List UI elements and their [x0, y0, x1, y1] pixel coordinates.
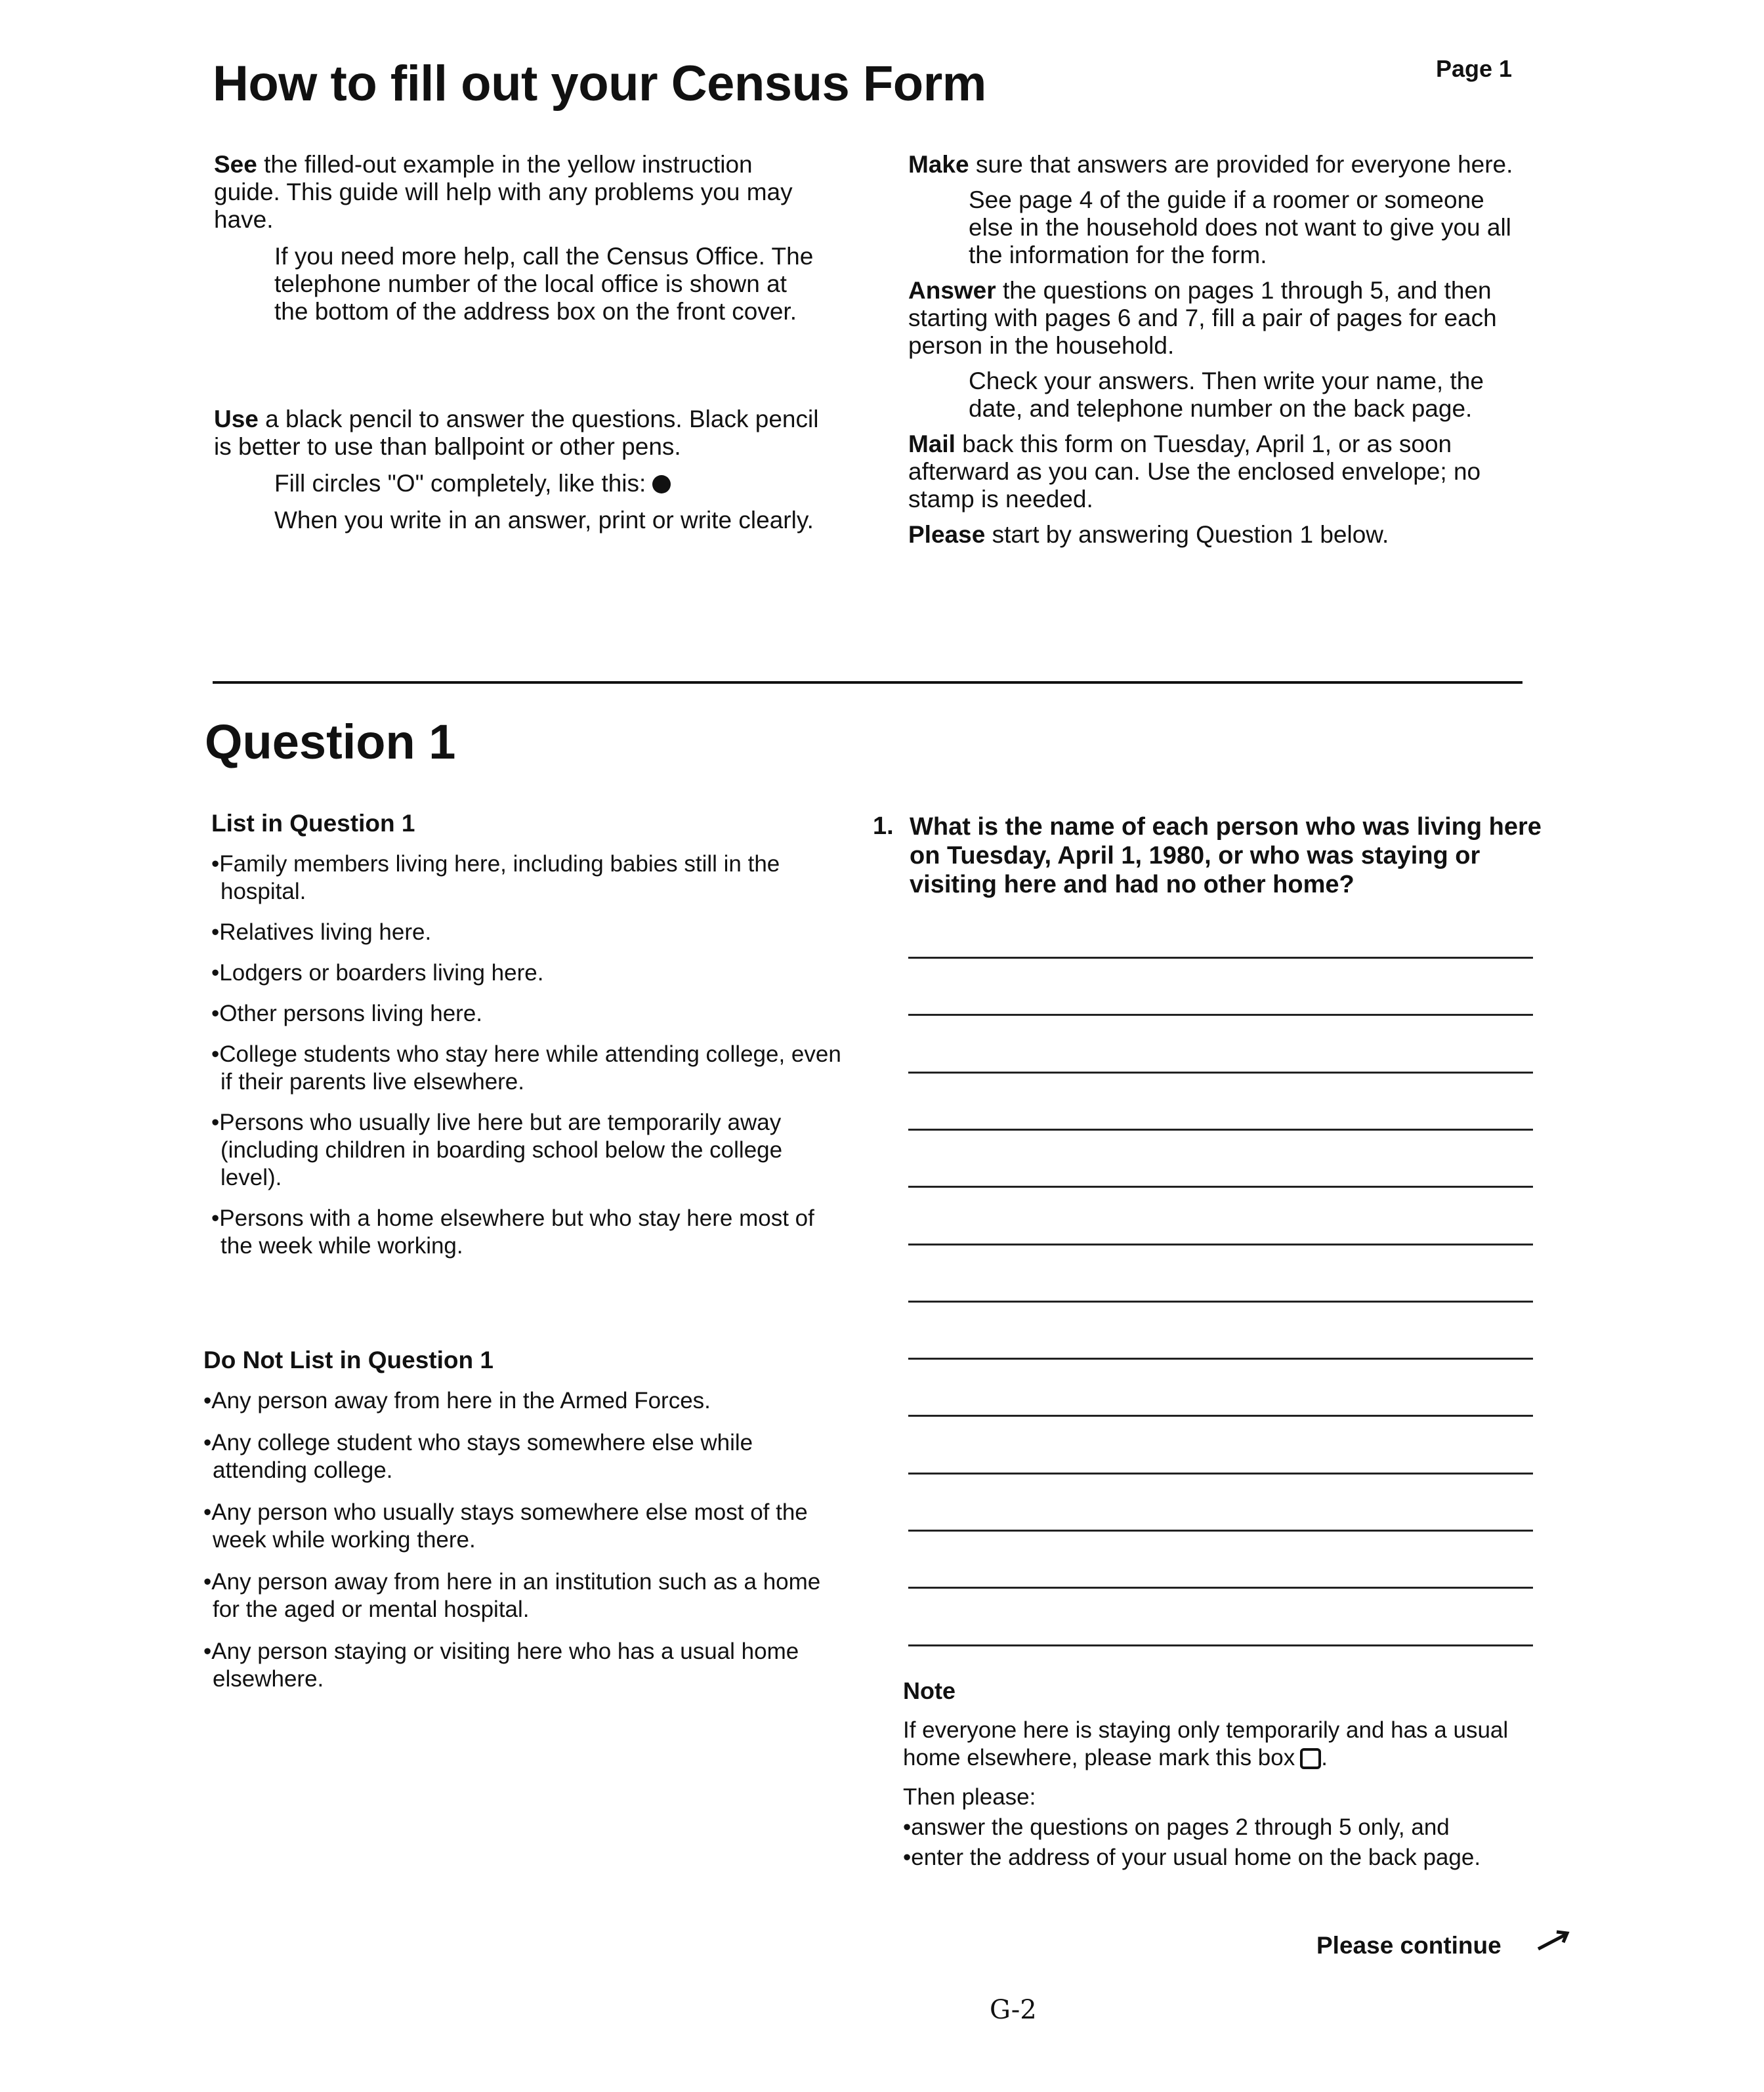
list-item	[903, 1844, 1533, 1872]
list-item	[203, 1499, 848, 1554]
name-answer-line[interactable]	[908, 1186, 1533, 1188]
paragraph-text: Fill circles "O" completely, like this:	[274, 470, 646, 497]
intro-please-paragraph	[908, 521, 1519, 549]
list-item	[903, 1814, 1533, 1841]
list-item-text: answer the questions on pages 2 through 5 only, and	[911, 1814, 1450, 1840]
list-item-text: Any person staying or visiting here who has a usual home elsewhere.	[211, 1639, 799, 1692]
bullet-icon: •	[203, 1499, 212, 1525]
then-please-label: Then please:	[903, 1784, 1036, 1810]
bullet-icon: •	[211, 1110, 220, 1135]
intro-answer-paragraph	[908, 277, 1519, 360]
paragraph-text: back this form on Tuesday, April 1, or as soon afterward as you can. Use the enclosed envelope; no stamp is needed.	[908, 430, 1481, 513]
lead-word: Mail	[908, 430, 956, 457]
list-item-text: enter the address of your usual home on the back page.	[911, 1845, 1481, 1870]
paragraph-text: sure that answers are provided for everyone here.	[975, 151, 1513, 178]
paragraph-text: the questions on pages 1 through 5, and then starting with pages 6 and 7, fill a pair of pages for each person in the household.	[908, 277, 1497, 359]
list-include-heading: List in Question 1	[211, 810, 415, 837]
bullet-icon: •	[203, 1639, 212, 1664]
list-item	[211, 1000, 848, 1028]
list-item	[211, 1109, 848, 1192]
paragraph-text: the filled-out example in the yellow instruction guide. This guide will help with any problems you may have.	[214, 151, 793, 233]
list-item	[211, 1041, 848, 1096]
intro-check-paragraph: Check your answers. Then write your name, the date, and telephone number on the back page.	[969, 367, 1484, 422]
then-please-items	[903, 1814, 1533, 1872]
question-number: 1.	[873, 812, 894, 840]
name-answer-line[interactable]	[908, 1014, 1533, 1016]
list-item	[203, 1387, 848, 1415]
intro-use-paragraph	[214, 406, 820, 461]
list-item	[211, 850, 848, 906]
list-item	[211, 959, 848, 987]
name-answer-line[interactable]	[908, 1244, 1533, 1245]
bullet-icon: •	[211, 919, 220, 945]
page-number-label: Page 1	[1436, 55, 1513, 82]
list-item-text: Persons with a home elsewhere but who stay here most of the week while working.	[219, 1205, 814, 1259]
name-answer-line[interactable]	[908, 1301, 1533, 1303]
bullet-icon: •	[903, 1814, 912, 1840]
bullet-icon: •	[203, 1569, 212, 1595]
lead-word: Answer	[908, 277, 996, 304]
intro-mail-paragraph	[908, 430, 1519, 513]
name-answer-line[interactable]	[908, 1587, 1533, 1589]
lead-word: Please	[908, 521, 986, 548]
question-1-prompt: What is the name of each person who was living here on Tuesday, April 1, 1980, or who was staying or visiting here and had no other home?	[910, 813, 1542, 898]
continue-arrow-icon	[1534, 1928, 1574, 1954]
intro-left-column	[214, 151, 820, 534]
bullet-icon: •	[211, 1205, 220, 1231]
list-item	[203, 1429, 848, 1484]
list-item-text: Relatives living here.	[219, 919, 432, 945]
name-answer-line[interactable]	[908, 1358, 1533, 1360]
question-1-title: Question 1	[205, 715, 456, 769]
note-section	[903, 1717, 1533, 1872]
list-item-text: Any person who usually stays somewhere else most of the week while working there.	[211, 1499, 808, 1553]
intro-roomer-paragraph: See page 4 of the guide if a roomer or someone else in the household does not want to give you all the information for the form.	[969, 186, 1511, 268]
list-item	[203, 1638, 848, 1693]
list-item-text: Family members living here, including babies still in the hospital.	[219, 851, 780, 904]
list-exclude-section	[203, 1347, 848, 1693]
bullet-icon: •	[211, 851, 220, 877]
paragraph-text: start by answering Question 1 below.	[992, 521, 1389, 548]
intro-make-paragraph	[908, 151, 1519, 178]
list-item-text: College students who stay here while attending college, even if their parents live elsewhere.	[219, 1041, 841, 1095]
name-answer-line[interactable]	[908, 1530, 1533, 1532]
paragraph-text: If everyone here is staying only temporarily and has a usual home elsewhere, please mark this box	[903, 1717, 1509, 1770]
name-answer-line[interactable]	[908, 1072, 1533, 1074]
paragraph-text: a black pencil to answer the questions. Black pencil is better to use than ballpoint or other pens.	[214, 406, 819, 460]
list-include-section	[211, 810, 848, 1260]
intro-right-column	[908, 151, 1519, 549]
list-item-text: Any person away from here in an institution such as a home for the aged or mental hospital.	[211, 1569, 821, 1622]
list-item-text: Any college student who stays somewhere else while attending college.	[211, 1430, 753, 1483]
lead-word: Make	[908, 151, 969, 178]
list-item	[211, 1205, 848, 1260]
list-item	[203, 1568, 848, 1623]
name-answer-line[interactable]	[908, 1644, 1533, 1646]
write-clearly-instruction: When you write in an answer, print or write clearly.	[274, 507, 814, 533]
bullet-icon: •	[203, 1430, 212, 1455]
note-text: If everyone here is staying only temporarily and has a usual home elsewhere, please mark this box .	[903, 1717, 1509, 1770]
lead-word: Use	[214, 406, 259, 432]
section-divider	[213, 681, 1522, 684]
name-answer-line[interactable]	[908, 957, 1533, 959]
name-answer-line[interactable]	[908, 1415, 1533, 1417]
bullet-icon: •	[211, 960, 220, 986]
list-item-text: Lodgers or boarders living here.	[219, 960, 544, 986]
list-exclude-items	[203, 1387, 848, 1693]
bullet-icon: •	[211, 1041, 220, 1067]
temporary-residence-checkbox[interactable]	[1300, 1748, 1321, 1769]
bullet-icon: •	[203, 1388, 212, 1413]
page-title: How to fill out your Census Form	[213, 56, 986, 112]
note-heading: Note	[903, 1677, 956, 1704]
list-include-items	[211, 850, 848, 1260]
bullet-icon: •	[211, 1001, 220, 1026]
name-answer-line[interactable]	[908, 1129, 1533, 1131]
list-item-text: Any person away from here in the Armed Forces.	[211, 1388, 711, 1413]
filled-circle-icon	[652, 475, 671, 493]
lead-word: See	[214, 151, 257, 178]
fill-circles-instruction	[274, 470, 820, 497]
bullet-icon: •	[903, 1845, 912, 1870]
intro-help-paragraph: If you need more help, call the Census Office. The telephone number of the local office is shown at the bottom of the address box on the front cover.	[274, 243, 814, 325]
list-item-text: Other persons living here.	[219, 1001, 483, 1026]
name-answer-line[interactable]	[908, 1473, 1533, 1475]
list-item	[211, 919, 848, 946]
list-item-text: Persons who usually live here but are temporarily away (including children in boarding school below the college level).	[219, 1110, 783, 1190]
list-exclude-heading: Do Not List in Question 1	[203, 1347, 494, 1373]
continue-label: Please continue	[1316, 1932, 1502, 1959]
page-code: G-2	[990, 1995, 1037, 2025]
intro-see-paragraph	[214, 151, 820, 234]
